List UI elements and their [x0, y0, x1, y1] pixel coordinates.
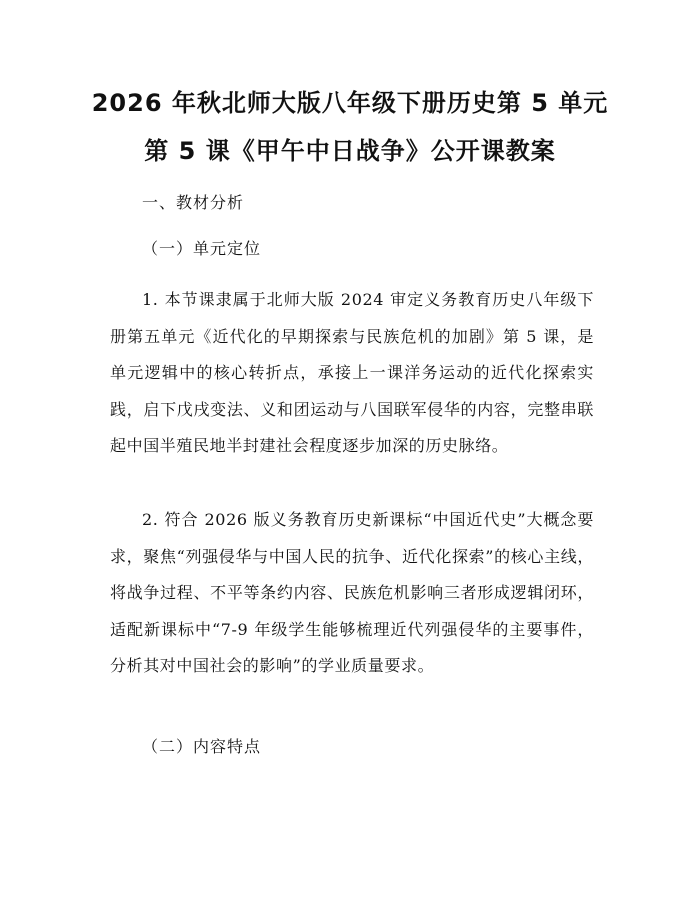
paragraph-2: 2. 符合 2026 版义务教育历史新课标“中国近代史”大概念要求，聚焦“列强侵华与中国人民的抗争、近代化探索”的核心主线，将战争过程、不平等条约内容、民族危机影响三者形成逻辑闭环，适配新课标中“7-9 年级学生能够梳理近代列强侵华的主要事件，分析其对中国社会的影响”的学业质量要求。: [110, 510, 594, 675]
section-heading-textbook-analysis: 一、教材分析: [142, 193, 245, 212]
subsection-heading-unit-positioning: （一）单元定位: [142, 239, 262, 258]
document-title-line-1: 2026 年秋北师大版八年级下册历史第 5 单元: [91, 89, 609, 117]
document-title-line-2: 第 5 课《甲午中日战争》公开课教案: [144, 137, 556, 165]
paragraph-1: 1. 本节课隶属于北师大版 2024 审定义务教育历史八年级下册第五单元《近代化的早期探索与民族危机的加剧》第 5 课，是单元逻辑中的核心转折点，承接上一课洋务运动的近代化探索实践，启下戊戌变法、义和团运动与八国联军侵华的内容，完整串联起中国半殖民地半封建社会程度逐步加深的历史脉络。: [110, 290, 594, 455]
subsection-heading-content-features: （二）内容特点: [142, 737, 262, 756]
